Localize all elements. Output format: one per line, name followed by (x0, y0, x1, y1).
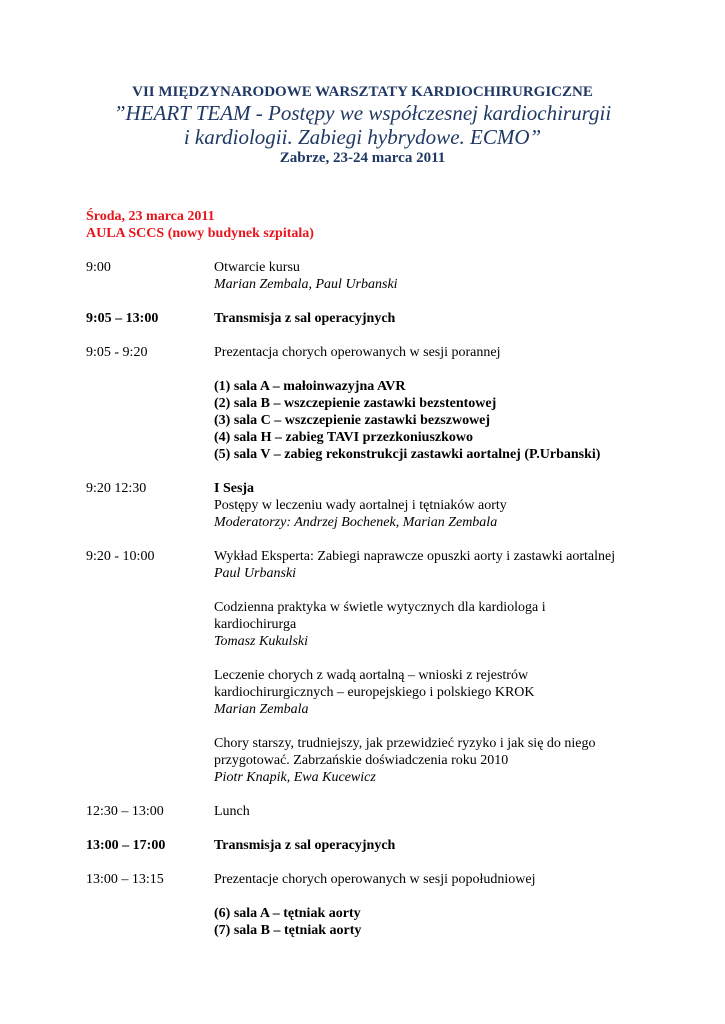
lecture-speaker: Marian Zembala (214, 702, 309, 717)
lecture-item (214, 735, 646, 786)
schedule-row-session-1 (86, 480, 646, 531)
workshop-date: Zabrze, 23-24 marca 2011 (279, 150, 446, 166)
workshop-subtitle-line2: i kardiologii. Zabiegi hybrydowe. ECMO” (183, 125, 542, 149)
room-item: (1) sala A – małoinwazyjna AVR (214, 379, 406, 394)
lecture-speaker: Paul Urbanski (214, 566, 297, 581)
lecture-title: Codzienna praktyka w świetle wytycznych dla kardiologa i (214, 600, 546, 615)
item-speakers: Marian Zembala, Paul Urbanski (214, 277, 398, 292)
lecture-title: Wykład Eksperta: Zabiegi naprawcze opuszki aorty i zastawki aortalnej (214, 549, 616, 564)
lecture-item (214, 667, 646, 718)
time-cell: 12:30 – 13:00 (86, 804, 164, 819)
day-venue: AULA SCCS (nowy budynek szpitala) (86, 226, 314, 241)
schedule (86, 259, 646, 939)
item-title: Transmisja z sal operacyjnych (214, 838, 396, 853)
time-cell: 9:05 - 9:20 (86, 345, 148, 360)
lecture-item (214, 548, 646, 582)
time-cell: 9:05 – 13:00 (86, 311, 159, 326)
workshop-title: VII MIĘDZYNARODOWE WARSZTATY KARDIOCHIRURGICZNE (132, 84, 593, 100)
item-title: Lunch (214, 804, 250, 819)
schedule-row-presentation-1 (86, 344, 646, 463)
item-title: Prezentacje chorych operowanych w sesji popołudniowej (214, 872, 536, 887)
room-item: (5) sala V – zabieg rekonstrukcji zastawki aortalnej (P.Urbanski) (214, 447, 601, 462)
content-cell (214, 548, 646, 786)
room-item: (4) sala H – zabieg TAVI przezkoniuszkowo (214, 430, 474, 445)
session-moderators: Moderatorzy: Andrzej Bochenek, Marian Zembala (214, 515, 498, 530)
day-date: Środa, 23 marca 2011 (86, 209, 215, 224)
room-item: (2) sala B – wszczepienie zastawki bezstentowej (214, 396, 497, 411)
session-subtitle: Postępy w leczeniu wady aortalnej i tętniaków aorty (214, 498, 507, 513)
document-header (0, 83, 725, 167)
lecture-speaker: Tomasz Kukulski (214, 634, 309, 649)
schedule-row-lunch (86, 803, 646, 820)
room-list (214, 378, 646, 463)
day-heading (86, 208, 314, 242)
schedule-row-lectures (86, 548, 646, 786)
room-item: (3) sala C – wszczepienie zastawki bezszwowej (214, 413, 491, 428)
lecture-title: kardiochirurgicznych – europejskiego i polskiego KROK (214, 685, 535, 700)
content-cell (214, 259, 646, 293)
session-title: I Sesja (214, 481, 255, 496)
room-item: (6) sala A – tętniak aorty (214, 906, 361, 921)
content-cell (214, 344, 646, 463)
content-cell (214, 480, 646, 531)
item-title: Transmisja z sal operacyjnych (214, 311, 396, 326)
item-title: Prezentacja chorych operowanych w sesji porannej (214, 345, 501, 360)
room-list (214, 905, 646, 939)
lecture-speaker: Piotr Knapik, Ewa Kucewicz (214, 770, 376, 785)
lecture-title: Chory starszy, trudniejszy, jak przewidzieć ryzyko i jak się do niego (214, 736, 596, 751)
time-cell: 13:00 – 13:15 (86, 872, 164, 887)
schedule-row-transmission-2 (86, 837, 646, 854)
schedule-row-opening (86, 259, 646, 293)
lecture-item (214, 599, 646, 650)
lecture-title: przygotować. Zabrzańskie doświadczenia roku 2010 (214, 753, 509, 768)
time-cell: 9:20 - 10:00 (86, 549, 155, 564)
room-item: (7) sala B – tętniak aorty (214, 923, 362, 938)
schedule-row-transmission-1 (86, 310, 646, 327)
workshop-subtitle-line1: ”HEART TEAM - Postępy we współczesnej kardiochirurgii (113, 101, 612, 125)
content-cell (214, 871, 646, 939)
time-cell: 9:00 (86, 260, 111, 275)
time-cell: 13:00 – 17:00 (86, 838, 166, 853)
item-title: Otwarcie kursu (214, 260, 300, 275)
time-cell: 9:20 12:30 (86, 481, 147, 496)
lecture-title: kardiochirurga (214, 617, 297, 632)
lecture-title: Leczenie chorych z wadą aortalną – wnioski z rejestrów (214, 668, 529, 683)
schedule-row-presentation-2 (86, 871, 646, 939)
